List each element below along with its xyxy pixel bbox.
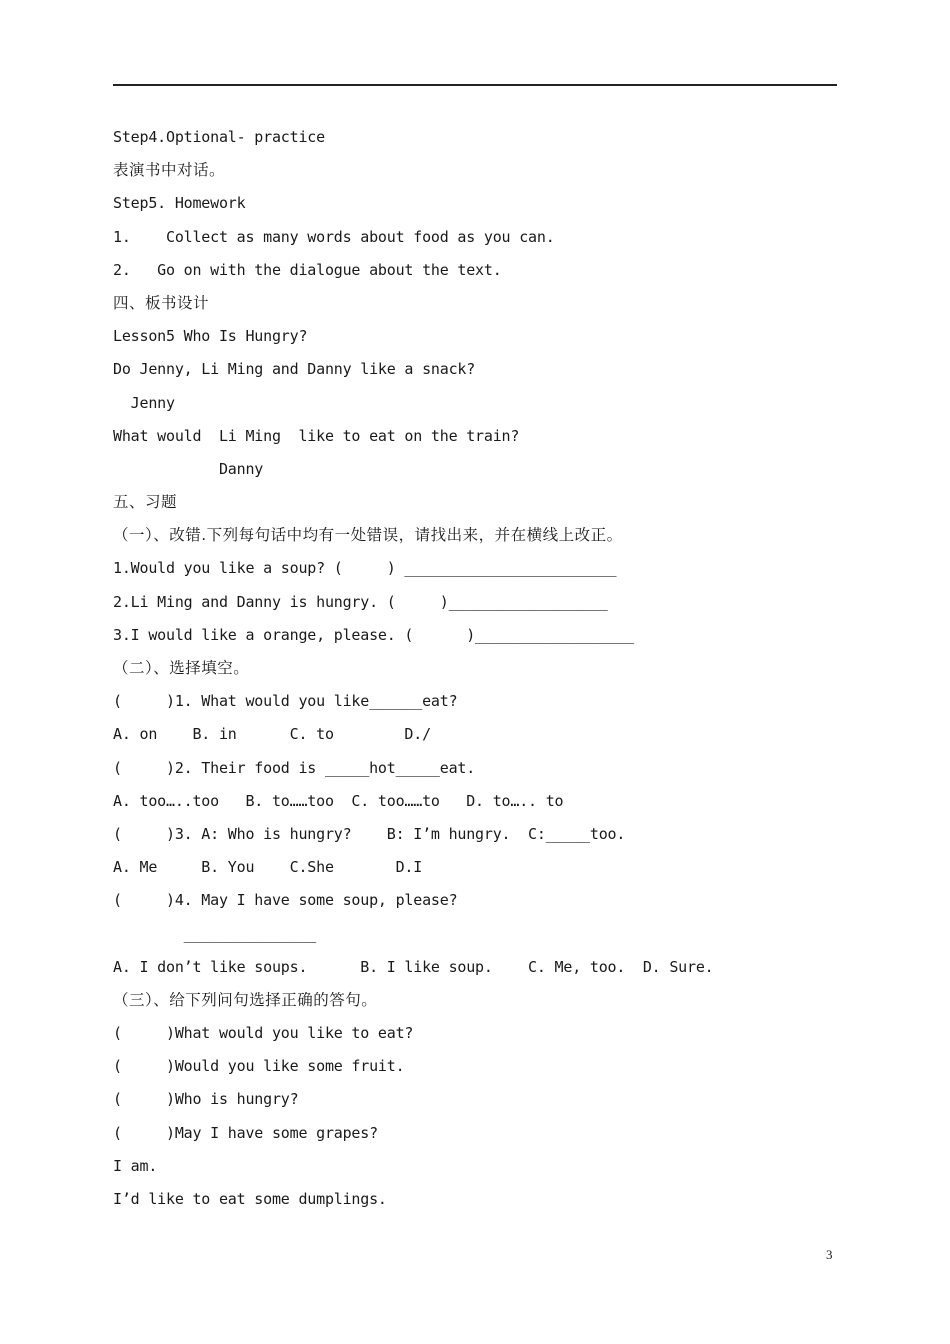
part2-options-1: A. on B. in C. to D./ (113, 725, 431, 744)
step4-instruction: 表演书中对话。 (113, 161, 226, 180)
part2-question-1: ( )1. What would you like______eat? (113, 692, 458, 711)
board-question-1: Do Jenny, Li Ming and Danny like a snack? (113, 360, 476, 379)
section-exercises-heading: 五、习题 (113, 493, 178, 512)
part1-item-3: 3.I would like a orange, please. ( )__________________ (113, 625, 635, 644)
part1-item-1: 1.Would you like a soup? ( ) ________________________ (113, 559, 617, 578)
part3-question-4: ( )May I have some grapes? (113, 1123, 378, 1142)
page-number: 3 (826, 1247, 833, 1262)
part2-answer-blank-4: _______________ (113, 924, 317, 943)
part3-answer-1: I am. (113, 1156, 158, 1175)
board-name-jenny: Jenny (113, 393, 175, 412)
board-name-danny: Danny (113, 459, 264, 478)
part3-question-1: ( )What would you like to eat? (113, 1024, 414, 1043)
part2-options-3: A. Me B. You C.She D.I (113, 858, 423, 877)
board-lesson-title: Lesson5 Who Is Hungry? (113, 327, 308, 346)
part2-question-4: ( )4. May I have some soup, please? (113, 891, 458, 910)
header-rule (113, 84, 837, 86)
part2-question-3: ( )3. A: Who is hungry? B: I’m hungry. C:_____too. (113, 824, 626, 843)
part3-heading: （三）、给下列问句选择正确的答句。 (113, 990, 378, 1009)
part1-heading: （一）、改错.下列每句话中均有一处错误，请找出来，并在横线上改正。 (113, 526, 623, 545)
part2-heading: （二）、选择填空。 (113, 659, 250, 677)
part2-question-2: ( )2. Their food is _____hot_____eat. (113, 758, 476, 777)
homework-item-2: 2. Go on with the dialogue about the text. (113, 260, 502, 279)
part3-question-2: ( )Would you like some fruit. (113, 1057, 405, 1076)
homework-item-1: 1. Collect as many words about food as you can. (113, 227, 555, 246)
step4-heading: Step4.Optional- practice (113, 128, 325, 146)
part2-options-4: A. I don’t like soups. B. I like soup. C. Me, too. D. Sure. (113, 957, 714, 976)
section-board-design-heading: 四、板书设计 (113, 293, 210, 312)
part3-answer-2: I’d like to eat some dumplings. (113, 1190, 387, 1208)
part3-question-3: ( )Who is hungry? (113, 1090, 299, 1109)
step5-heading: Step5. Homework (113, 194, 246, 213)
board-question-2: What would Li Ming like to eat on the train? (113, 426, 520, 445)
document-body (113, 122, 837, 1217)
part2-options-2: A. too…..too B. to……too C. too……to D. to….. to (113, 791, 564, 810)
part1-item-2: 2.Li Ming and Danny is hungry. ( )__________________ (113, 592, 608, 611)
